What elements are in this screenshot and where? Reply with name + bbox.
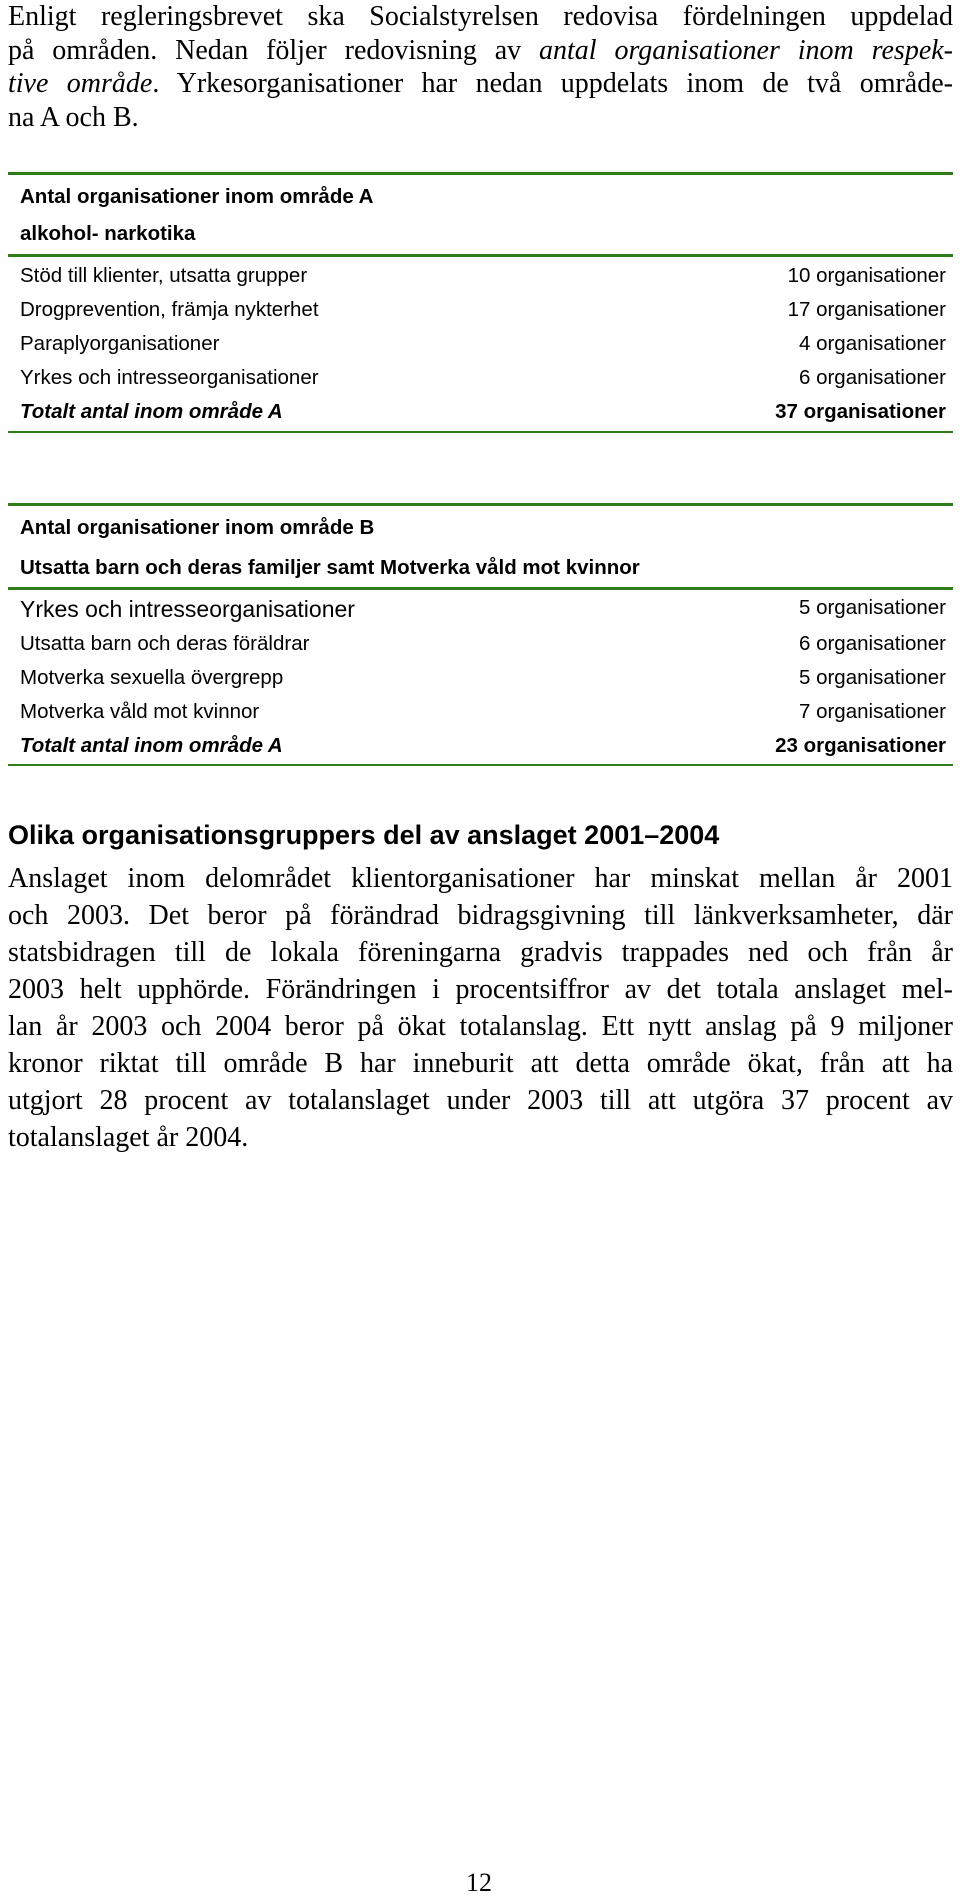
table-row-value: 17 organisationer xyxy=(787,298,946,321)
table-rule xyxy=(8,254,953,257)
body-line: utgjort 28 procent av totalanslaget under 2003 till att utgöra 37 procent av xyxy=(8,1085,953,1116)
body-line: och 2003. Det beror på förändrad bidragsgivning till länkverksamheter, där xyxy=(8,900,953,931)
table-total-label: Totalt antal inom område A xyxy=(20,400,283,423)
table-rule xyxy=(8,172,953,175)
intro-line xyxy=(8,67,953,101)
intro-emphasis: tive område xyxy=(8,68,153,99)
body-line: kronor riktat till område B har inneburit att detta område ökat, från att ha xyxy=(8,1048,953,1079)
body-line: 2003 helt upphörde. Förändringen i procentsiffror av det totala anslaget mel- xyxy=(8,974,953,1005)
table-row-label: Motverka våld mot kvinnor xyxy=(20,700,260,723)
table-row-label: Yrkes och intresseorganisationer xyxy=(20,366,319,389)
table-row-label: Stöd till klienter, utsatta grupper xyxy=(20,264,308,287)
intro-paragraph xyxy=(8,0,953,134)
table-row-value: 6 organisationer xyxy=(798,632,946,655)
table-rule xyxy=(8,503,953,506)
table-row-label: Motverka sexuella övergrepp xyxy=(20,666,284,689)
table-total-value: 37 organisationer xyxy=(775,400,946,423)
section-body xyxy=(8,860,953,1156)
table-row-label: Paraplyorganisationer xyxy=(20,332,220,355)
table-total-label: Totalt antal inom område A xyxy=(20,734,283,757)
table-row-label: Yrkes och intresseorganisationer xyxy=(20,596,355,622)
table-row-value: 5 organisationer xyxy=(798,666,946,689)
intro-line: na A och B. xyxy=(8,101,139,133)
intro-emphasis: antal organisationer inom respek- xyxy=(539,34,953,66)
body-line: Anslaget inom delområdet klientorganisationer har minskat mellan år 2001 xyxy=(8,863,953,894)
body-line: lan år 2003 och 2004 beror på ökat totalanslag. Ett nytt anslag på 9 miljoner xyxy=(8,1011,953,1042)
table-a-subtitle: alkohol- narkotika xyxy=(20,222,196,245)
body-line: totalanslaget år 2004. xyxy=(8,1122,249,1153)
table-row-label: Utsatta barn och deras föräldrar xyxy=(20,632,310,655)
table-row-value: 5 organisationer xyxy=(798,596,946,619)
table-row-value: 6 organisationer xyxy=(798,366,946,389)
table-rule xyxy=(8,587,953,590)
page-number: 12 xyxy=(466,1868,492,1897)
table-b-subtitle: Utsatta barn och deras familjer samt Motverka våld mot kvinnor xyxy=(20,556,640,579)
table-b-title: Antal organisationer inom område B xyxy=(20,516,375,539)
intro-line xyxy=(8,34,953,68)
table-row-label: Drogprevention, främja nykterhet xyxy=(20,298,319,321)
intro-line: Enligt regleringsbrevet ska Socialstyrelsen redovisa fördelningen uppdelad xyxy=(8,1,953,32)
table-total-value: 23 organisationer xyxy=(775,734,946,757)
intro-text: på områden. Nedan följer redovisning av xyxy=(8,34,540,66)
table-rule xyxy=(8,431,953,433)
table-row-value: 4 organisationer xyxy=(798,332,946,355)
section-heading: Olika organisationsgruppers del av anslaget 2001–2004 xyxy=(8,820,720,850)
table-rule xyxy=(8,764,953,766)
table-a-title: Antal organisationer inom område A xyxy=(20,185,374,208)
body-line: statsbidragen till de lokala föreningarna gradvis trappades ned och från år xyxy=(8,937,953,968)
table-row-value: 10 organisationer xyxy=(787,264,946,287)
table-row-value: 7 organisationer xyxy=(798,700,946,723)
intro-text: . Yrkesorganisationer har nedan uppdelats inom de två område- xyxy=(152,68,953,99)
